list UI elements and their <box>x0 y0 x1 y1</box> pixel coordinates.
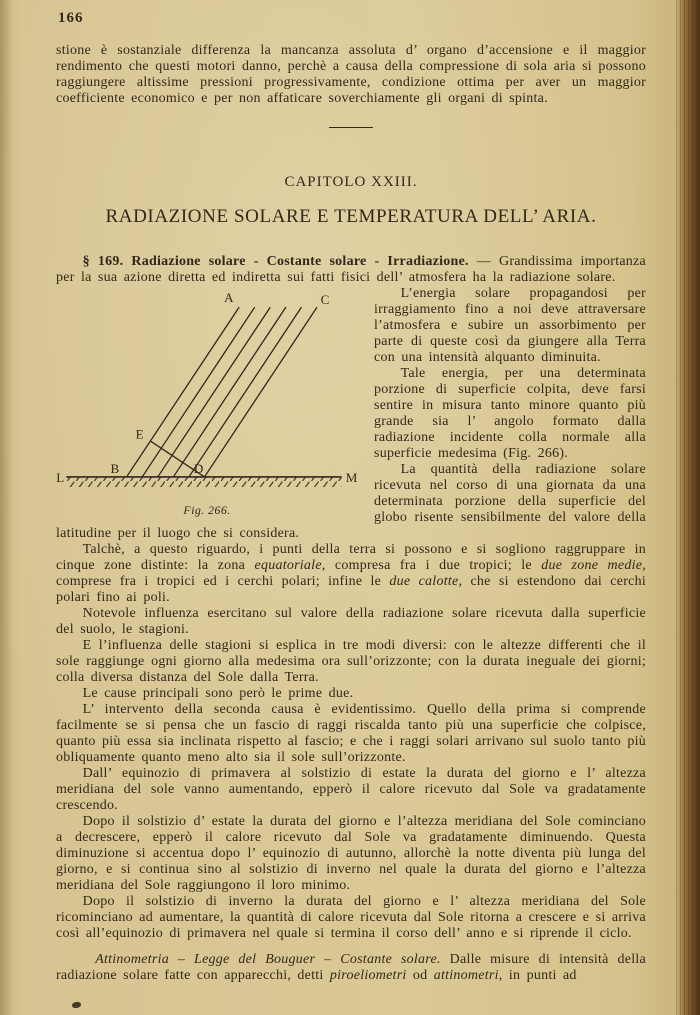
figure-label-d: D <box>193 460 204 476</box>
figure-266 <box>56 290 358 518</box>
page-number: 166 <box>58 10 84 26</box>
figure-label-m: M <box>345 469 358 485</box>
paragraph-estate: Dopo il solstizio d’ estate la durata del giorno e l’altezza meridiana del Sole cominciano a decrescere, epperò il calore ricevuto dal Sole va gradatamente diminuendo. Questa diminuzione si accentua dopo l’ equinozio di autunno, allorchè la notte diventa più lunga del giorno, e si continua sino al solstizio di inverno nel quale la durata del giorno e l’altezza meridiana del Sole raggiungono il loro minimo. <box>56 814 646 893</box>
paragraph-intervento: L’ intervento della seconda causa è evidentissimo. Quello della prima si comprende facilmente se si pensa che un fascio di raggi riscalda tanto più una superficie che colpisce, quanto più essa sia inclinata rispetto al fascio; e che i raggi solari arrivano sul suolo tanto più obliquamente quanto meno alto sia il sole sull’orizzonte. <box>56 702 646 765</box>
figure-label-a: A <box>224 290 234 306</box>
paragraph-stagioni: Notevole influenza esercitano sul valore della radiazione solare ricevuta dalla superficie del suolo, le stagioni. <box>56 606 646 637</box>
paragraph-cause: Le cause principali sono però le prime due. <box>82 686 354 701</box>
ground-hatching <box>66 477 341 487</box>
section-intro: — Grandissima importanza per la sua azione diretta ed indiretta sui fatti fisici dell’ atmosfera ha la radiazione solare. <box>56 254 646 285</box>
attin-run-2: Dalle misure di intensità della radiazione solare fatte con apparecchi, detti <box>56 952 647 983</box>
zones-run-7: che si estendono dai cerchi polari fino ai poli. <box>56 574 646 605</box>
paragraph-tale-energia: Tale energia, per una determinata porzione di superficie colpita, deve farsi sentire in misura tanto minore quanto più grande sia l’ angolo formato dalla radiazione incidente colla normale alla superficie medesima (Fig. 266). <box>374 366 646 461</box>
zones-run-1: Talchè, a questo riguardo, i punti della terra si possono e si sogliono raggruppare in cinque zone distinte: la zona <box>56 542 646 573</box>
section-marker: § 169. <box>82 254 124 269</box>
term-piroeliometri: piroeliometri <box>329 968 407 983</box>
attin-run-4: od <box>406 968 434 983</box>
paragraph-zones <box>56 542 646 606</box>
section-title: Radiazione solare - Costante solare - Irradiazione. <box>131 254 469 269</box>
term-zone-medie: due zone medie, <box>541 558 646 573</box>
paragraph-quantita: La quantità della radiazione solare ricevuta nel corso di una giornata da una determinata porzione della superficie del globo risente sensibilmente del valore della latitudine per il luogo che si considera. <box>56 462 646 541</box>
ink-speck <box>72 1001 82 1008</box>
paragraph-influenza: E l’influenza delle stagioni si esplica in tre modi diversi: con le altezze differenti che il sole raggiunge ogni giorno alla medesima ora sull’orizzonte; con la durata ineguale dei giorni; colla diversa distanza del Sole dalla Terra. <box>56 638 646 685</box>
attin-run-6: , in punti ad <box>498 968 577 983</box>
zones-run-3: compresa fra i due tropici; le <box>325 558 542 573</box>
zones-run-5: comprese fra i tropici ed i cerchi polari; infine le <box>56 574 390 589</box>
section-divider <box>329 127 373 128</box>
paragraph-primavera: Dall’ equinozio di primavera al solstizio di estate la durata del giorno e l’ altezza meridiana del sole vanno aumentando, epperò il calore ricevuto dal Sole va gradatamente crescendo. <box>56 766 646 813</box>
paragraph-section-169 <box>56 254 646 286</box>
figure-label-l: L <box>56 469 65 485</box>
paragraph-attinometria <box>56 952 646 984</box>
paragraph-energia: L’energia solare propagandosi per irraggiamento fino a noi deve attraversare l’atmosfera e subire un assorbimento per parte di queste così da giungere alla Terra con una intensità alquanto diminuita. <box>374 286 646 365</box>
paragraph-continuation: stione è sostanziale differenza la mancanza assoluta d’ organo d’accensione e il maggior rendimento che questi motori danno, perchè a causa della compressione di sola aria si possono raggiungere altissime pressioni progressivamente, condizione ottima per aver un maggior coefficiente economico e per non affaticare soverchiamente gli organi di spinta. <box>56 43 646 106</box>
term-attinometri: attinometri <box>433 968 499 983</box>
chapter-label: CAPITOLO XXIII. <box>284 174 418 190</box>
ray-bundle <box>127 307 317 477</box>
attinometria-lead: Attinometria – Legge del Bouguer – Costante solare. <box>95 952 441 967</box>
page-content <box>56 10 646 984</box>
chapter-title: RADIAZIONE SOLARE E TEMPERATURA DELL’ ARIA. <box>105 206 597 227</box>
figure-label-e: E <box>135 426 144 442</box>
term-calotte: due calotte, <box>389 574 463 589</box>
figure-caption: Fig. 266. <box>183 503 231 517</box>
page-gutter-shadow <box>0 0 12 1015</box>
figure-label-b: B <box>110 460 120 476</box>
book-page-edges <box>676 0 700 1015</box>
figure-label-c: C <box>320 292 330 308</box>
solar-rays-diagram <box>56 290 358 489</box>
paragraph-inverno: Dopo il solstizio di inverno la durata del giorno e l’ altezza meridiana del Sole ricominciano ad aumentare, la quantità di calore ricevuta dal Sole ritorna a crescere e si arriva così all’equinozio di primavera nel quale si termina il corso dell’ anno e si riprende il ciclo. <box>56 894 646 941</box>
term-equatoriale: equatoriale, <box>254 558 326 573</box>
